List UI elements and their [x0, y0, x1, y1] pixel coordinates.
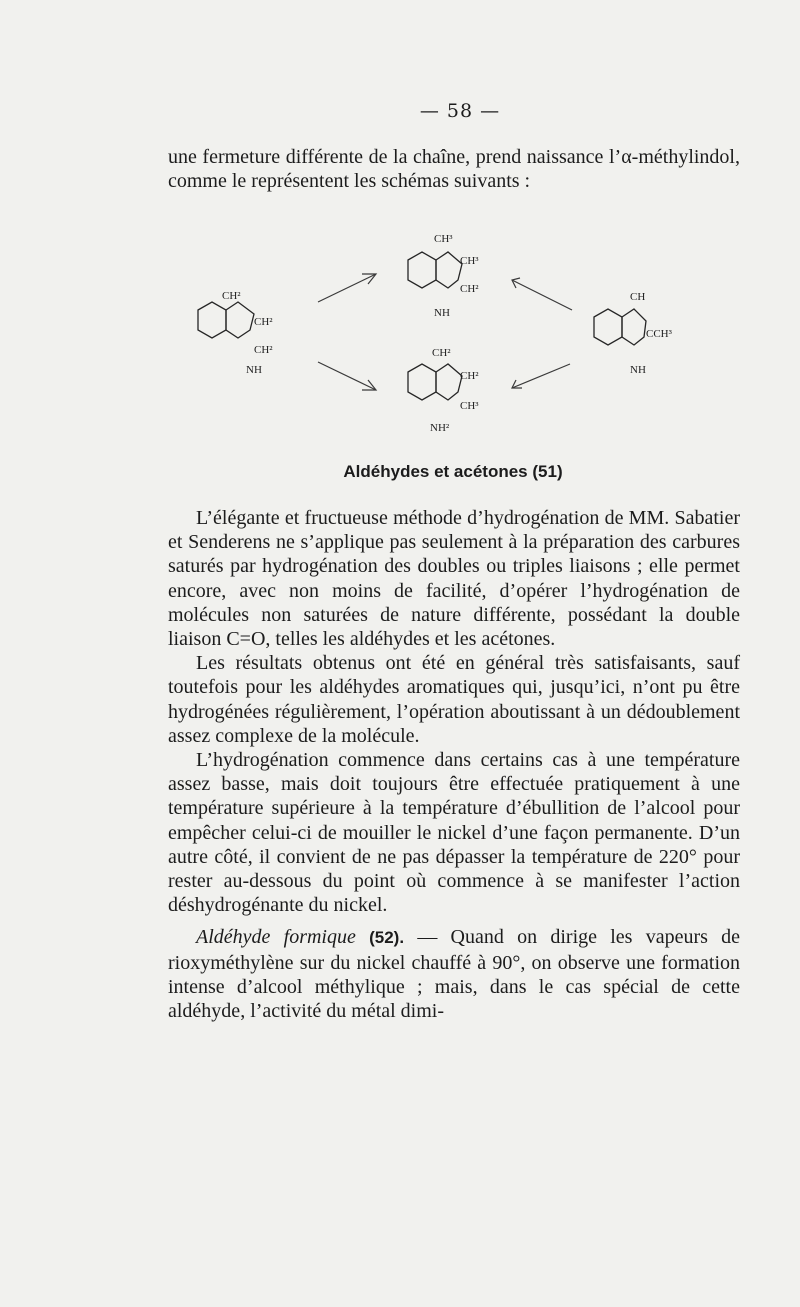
arrow-right-to-bottom [512, 364, 570, 388]
bottom-molecule [408, 347, 479, 434]
reaction-scheme-diagram [170, 222, 690, 447]
top-label-1: CH³ [434, 233, 453, 245]
reaction-scheme-svg [170, 222, 690, 447]
page-number: — 58 — [419, 100, 501, 122]
paragraph-1: L’élégante et fructueuse méthode d’hydrogénation de MM. Sabatier et Senderens ne s’applique pas seulement à la préparation des carbures saturés par hydrogénation des doubles ou triples liaisons ; elle permet encore, avec non moins de facilité, d’opérer l’hydrogénation de molécules non saturées de nature différente, possédant la double liaison C=O, telles les aldéhydes et les acétones. [168, 507, 740, 651]
right-label-3: NH [630, 364, 646, 376]
arrow-left-to-top [318, 274, 376, 302]
right-label-1: CH [630, 291, 646, 303]
left-label-3: CH² [254, 344, 273, 356]
bottom-label-4: NH² [430, 422, 450, 434]
paragraph-2: Les résultats obtenus ont été en général très satisfaisants, sauf toutefois pour les aldéhydes aromatiques qui, jusqu’ici, n’ont pu être hydrogénées régulièrement, l’opération aboutissant à un dédoublement assez complexe de la molécule. [168, 652, 740, 747]
left-label-4: NH [246, 364, 262, 376]
bottom-label-2: CH² [460, 370, 479, 382]
paragraph-4-text: — Quand on dirige les vapeurs de rioxyméthylène sur du nickel chauffé à 90°, on observe une formation intense d’alcool méthylique ; mais, dans le cas spécial de cette aldéhyde, l’activité du métal dimi- [168, 926, 741, 1023]
intro-paragraph [168, 145, 740, 193]
paragraph-4-title: Aldéhyde formique [196, 926, 356, 949]
section-heading [0, 462, 800, 482]
top-label-2: CH³ [460, 255, 479, 267]
intro-text: une fermeture différente de la chaîne, prend naissance l’α-méthylindol, comme le représentent les schémas suivants : [168, 146, 740, 193]
top-label-3: CH² [460, 283, 479, 295]
paragraph-4 [168, 925, 740, 1023]
section-body [168, 506, 740, 1023]
bottom-label-1: CH² [432, 347, 451, 359]
left-label-2: CH² [254, 316, 273, 328]
bottom-label-3: CH³ [460, 400, 479, 412]
right-label-2: CCH³ [646, 328, 672, 340]
arrow-left-to-bottom [318, 362, 376, 390]
top-label-4: NH [434, 307, 450, 319]
section-heading-ref: (51) [532, 462, 563, 481]
top-molecule [408, 233, 479, 319]
left-molecule [198, 290, 273, 376]
section-heading-text: Aldéhydes et acétones [343, 462, 528, 481]
left-label-1: CH² [222, 290, 241, 302]
paragraph-3: L’hydrogénation commence dans certains cas à une température assez basse, mais doit toujours être effectuée pratiquement à une température supérieure à la température d’ébullition de l’alcool pour empêcher celui-ci de mouiller le nickel d’une façon permanente. D’un autre côté, il convient de ne pas dépasser la température de 220° pour rester au-dessous du point où commence à se manifester l’action déshydrogénante du nickel. [168, 749, 740, 917]
paragraph-4-ref: (52). [369, 928, 405, 948]
arrow-right-to-top [512, 278, 572, 310]
right-molecule [594, 291, 673, 376]
